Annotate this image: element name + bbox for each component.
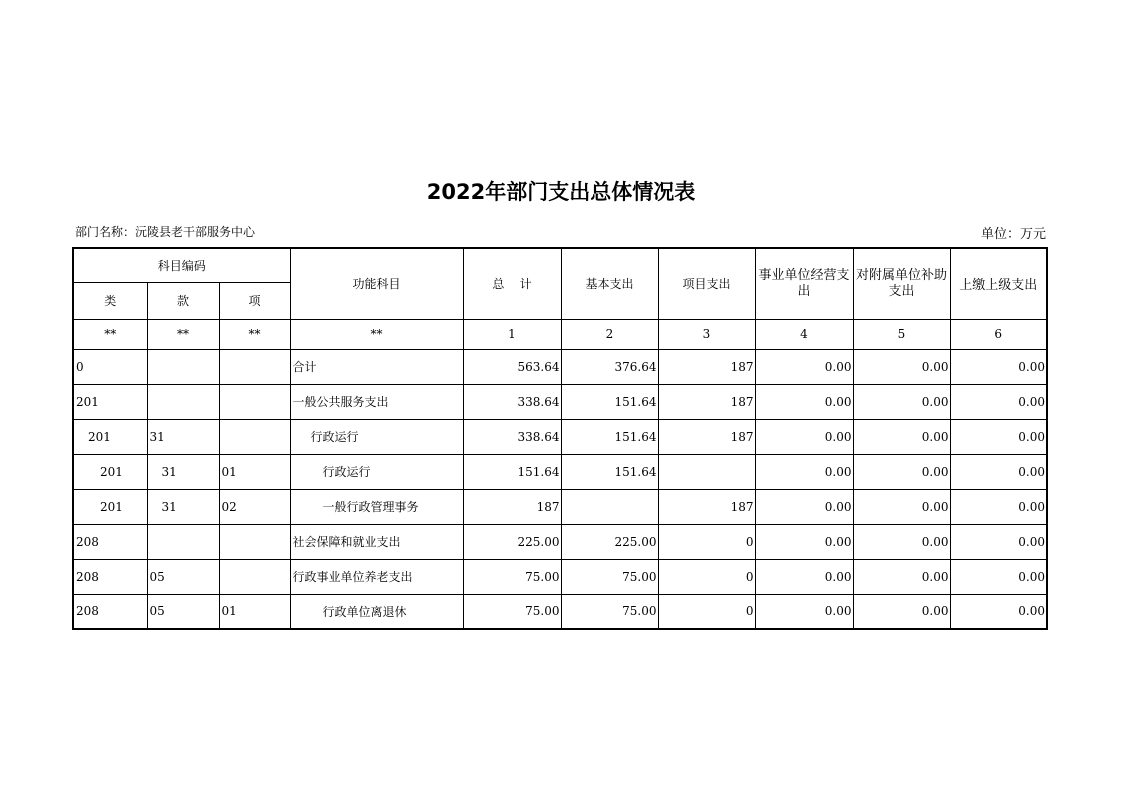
cell-business: 0.00 [755,594,853,629]
table-row [73,489,1047,524]
cell-xiang [219,419,290,454]
table-row [73,559,1047,594]
cell-subsidy: 0.00 [853,559,950,594]
index-cell: 4 [755,319,853,349]
index-cell: ** [73,319,147,349]
header-total: 总 计 [463,248,561,319]
cell-basic: 151.64 [561,419,658,454]
table-row [73,594,1047,629]
index-cell: ** [290,319,463,349]
cell-project: 187 [658,384,755,419]
cell-name: 行政事业单位养老支出 [290,559,463,594]
table-row [73,524,1047,559]
cell-basic: 376.64 [561,349,658,384]
expenditure-table [72,247,1048,630]
cell-basic: 75.00 [561,594,658,629]
cell-upper: 0.00 [950,524,1047,559]
cell-business: 0.00 [755,559,853,594]
cell-business: 0.00 [755,419,853,454]
cell-total: 151.64 [463,454,561,489]
header-project: 项目支出 [658,248,755,319]
header-row-1 [73,248,1047,282]
cell-subsidy: 0.00 [853,384,950,419]
cell-basic: 75.00 [561,559,658,594]
cell-project: 187 [658,489,755,524]
cell-upper: 0.00 [950,454,1047,489]
header-lei: 类 [73,282,147,319]
cell-upper: 0.00 [950,559,1047,594]
index-cell: 1 [463,319,561,349]
index-cell: 6 [950,319,1047,349]
cell-kuan: 31 [147,419,219,454]
cell-project: 187 [658,349,755,384]
table-row [73,384,1047,419]
cell-business: 0.00 [755,454,853,489]
table-row [73,349,1047,384]
cell-subsidy: 0.00 [853,524,950,559]
cell-name: 行政运行 [290,419,463,454]
cell-xiang [219,559,290,594]
header-business: 事业单位经营支出 [755,248,853,319]
header-xiang: 项 [219,282,290,319]
cell-business: 0.00 [755,524,853,559]
cell-business: 0.00 [755,384,853,419]
cell-upper: 0.00 [950,594,1047,629]
cell-total: 187 [463,489,561,524]
cell-kuan [147,384,219,419]
cell-name: 一般公共服务支出 [290,384,463,419]
header-function-subject: 功能科目 [290,248,463,319]
cell-xiang: 01 [219,594,290,629]
header-upper: 上缴上级支出 [950,248,1047,319]
cell-kuan [147,524,219,559]
cell-total: 338.64 [463,419,561,454]
cell-upper: 0.00 [950,419,1047,454]
cell-lei: 201 [73,419,147,454]
cell-lei: 208 [73,524,147,559]
cell-project [658,454,755,489]
index-row [73,319,1047,349]
cell-name: 行政单位离退休 [290,594,463,629]
cell-kuan: 05 [147,594,219,629]
cell-subsidy: 0.00 [853,454,950,489]
cell-basic: 151.64 [561,454,658,489]
cell-kuan: 31 [147,489,219,524]
cell-project: 0 [658,524,755,559]
cell-project: 0 [658,594,755,629]
index-cell: 3 [658,319,755,349]
header-kuan: 款 [147,282,219,319]
cell-project: 187 [658,419,755,454]
header-subsidy: 对附属单位补助支出 [853,248,950,319]
cell-lei: 201 [73,384,147,419]
cell-total: 225.00 [463,524,561,559]
cell-total: 563.64 [463,349,561,384]
cell-name: 合计 [290,349,463,384]
cell-basic [561,489,658,524]
cell-name: 社会保障和就业支出 [290,524,463,559]
cell-xiang: 01 [219,454,290,489]
cell-xiang [219,349,290,384]
cell-upper: 0.00 [950,489,1047,524]
header-basic: 基本支出 [561,248,658,319]
cell-kuan: 05 [147,559,219,594]
cell-kuan [147,349,219,384]
cell-xiang [219,524,290,559]
cell-subsidy: 0.00 [853,349,950,384]
index-cell: 2 [561,319,658,349]
cell-upper: 0.00 [950,384,1047,419]
cell-total: 75.00 [463,559,561,594]
index-cell: ** [147,319,219,349]
cell-name: 一般行政管理事务 [290,489,463,524]
cell-upper: 0.00 [950,349,1047,384]
cell-subsidy: 0.00 [853,489,950,524]
cell-total: 338.64 [463,384,561,419]
cell-lei: 208 [73,594,147,629]
index-cell: ** [219,319,290,349]
cell-kuan: 31 [147,454,219,489]
cell-basic: 151.64 [561,384,658,419]
cell-business: 0.00 [755,349,853,384]
cell-xiang [219,384,290,419]
page-title: 2022年部门支出总体情况表 [426,180,696,204]
cell-name: 行政运行 [290,454,463,489]
table-row [73,419,1047,454]
cell-subsidy: 0.00 [853,419,950,454]
unit-label: 单位：万元 [980,227,1046,242]
header-subject-code: 科目编码 [73,248,290,282]
cell-project: 0 [658,559,755,594]
table-row [73,454,1047,489]
cell-subsidy: 0.00 [853,594,950,629]
department-name: 部门名称：沅陵县老干部服务中心 [75,225,256,239]
cell-lei: 201 [73,489,147,524]
cell-xiang: 02 [219,489,290,524]
cell-lei: 0 [73,349,147,384]
cell-basic: 225.00 [561,524,658,559]
index-cell: 5 [853,319,950,349]
cell-lei: 208 [73,559,147,594]
cell-total: 75.00 [463,594,561,629]
cell-lei: 201 [73,454,147,489]
cell-business: 0.00 [755,489,853,524]
